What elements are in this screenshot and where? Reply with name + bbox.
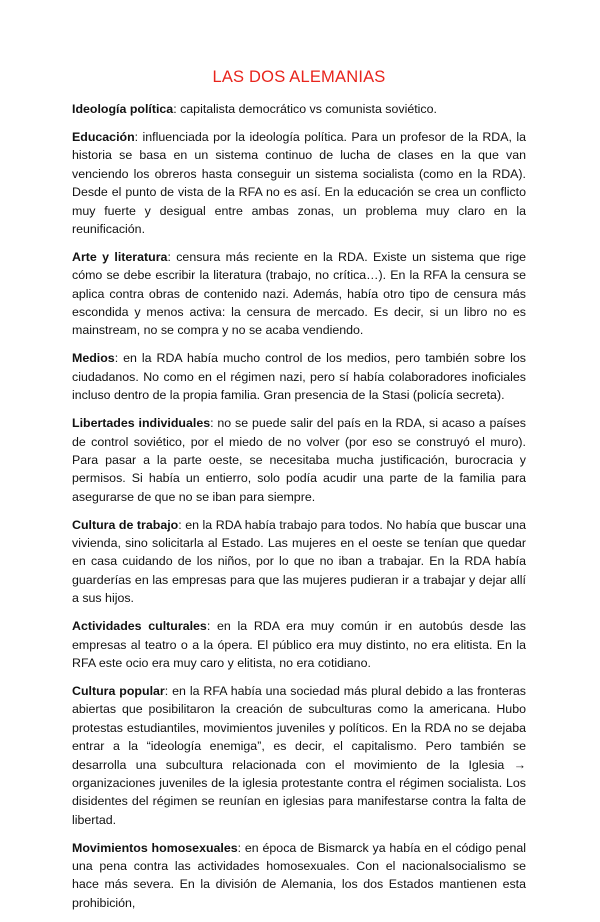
section-text: : en la RDA había mucho control de los medios, pero también sobre los ciudadanos. No como en el régimen nazi, pero sí había colaboradores inoficiales incluso dentro de la propia familia. Gran presencia de la Stasi (policía secreta). — [72, 351, 526, 403]
section-term: Ideología política — [72, 102, 174, 116]
section-movimientos-homosexuales — [72, 839, 526, 913]
section-cultura-trabajo — [72, 516, 526, 608]
section-libertades-individuales — [72, 414, 526, 506]
section-text: : en época de Bismarck ya había en el código penal una pena contra las actividades homosexuales. Con el nacionalsocialismo se hace más severa. En la división de Alemania, los dos Estados mantienen esta prohibición, — [72, 840, 526, 910]
section-actividades-culturales — [72, 617, 526, 672]
document-page — [72, 66, 526, 922]
section-ideologia-politica — [72, 100, 526, 118]
section-text: : en la RDA era muy común ir en autobús desde las empresas al teatro o a la ópera. El público era muy distinto, no era elitista. En la RFA este ocio era muy caro y elitista, no era cotidiano. — [72, 619, 526, 670]
section-medios — [72, 349, 526, 404]
section-text: : en la RFA había una sociedad más plural debido a las fronteras abiertas que posibilitaron la creación de subculturas como la americana. Hubo protestas estudiantiles, movimientos juveniles y políticos. En la RDA no se dejaba entrar a la “ideología enemiga”, es decir, el capitalismo. Pero también se desarrolla una subcultura relacionada con el movimiento de la Iglesia → organizaciones juveniles de la iglesia protestante contra el régimen socialista. Los disidentes del régimen se reunían en iglesias para manifestarse contra la falta de libertad. — [72, 683, 526, 827]
section-text: : no se puede salir del país en la RDA, si acaso a países de control soviético, por el miedo de no volver (por eso se construyó el muro). Para pasar a la parte oeste, se necesitaba mucha justificación, burocracia y permisos. Si había un entierro, solo podía acudir una parte de la familia para asegurarse de que no se iban para siempre. — [72, 416, 526, 504]
section-text: : influenciada por la ideología política. Para un profesor de la RDA, la historia se basa en un sistema continuo de lucha de clases en la que van venciendo los obreros hasta conseguir un sistema socialista (como en la RDA). Desde el punto de vista de la RFA no es así. En la educación se crea un conflicto muy fuerte y desigual entre ambas zonas, un problema muy claro en la reunificación. — [72, 129, 526, 236]
document-title: LAS DOS ALEMANIAS — [212, 68, 386, 86]
section-term: Medios — [72, 351, 115, 366]
section-text: : en la RDA había trabajo para todos. No había que buscar una vivienda, sino solicitarla al Estado. Las mujeres en el oeste se tenían que quedar en casa cuidando de los niños, por lo que no iban a trabajar. En la RDA había guarderías en las empresas para que las mujeres pudieran ir a trabajar y dejar allí a sus hijos. — [72, 517, 526, 606]
section-term: Movimientos homosexuales — [72, 840, 238, 855]
section-cultura-popular — [72, 682, 526, 829]
section-educacion — [72, 128, 526, 238]
section-term: Cultura de trabajo — [72, 517, 179, 532]
section-term: Libertades individuales — [72, 416, 211, 431]
section-arte-literatura — [72, 248, 526, 340]
section-term: Arte y literatura — [72, 249, 168, 264]
section-text: : capitalista democrático vs comunista soviético. — [173, 102, 437, 116]
section-term: Educación — [72, 129, 135, 144]
section-text: : censura más reciente en la RDA. Existe un sistema que rige cómo se debe escribir la literatura (trabajo, no crítica…). En la RFA la censura se aplica contra obras de contenido nazi. Además, había otro tipo de censura más escondida y menos activa: la censura de mercado. Es decir, si un libro no es mainstream, no se compra y no se acaba vendiendo. — [72, 249, 526, 338]
section-term: Cultura popular — [72, 683, 165, 698]
section-term: Actividades culturales — [72, 619, 207, 634]
